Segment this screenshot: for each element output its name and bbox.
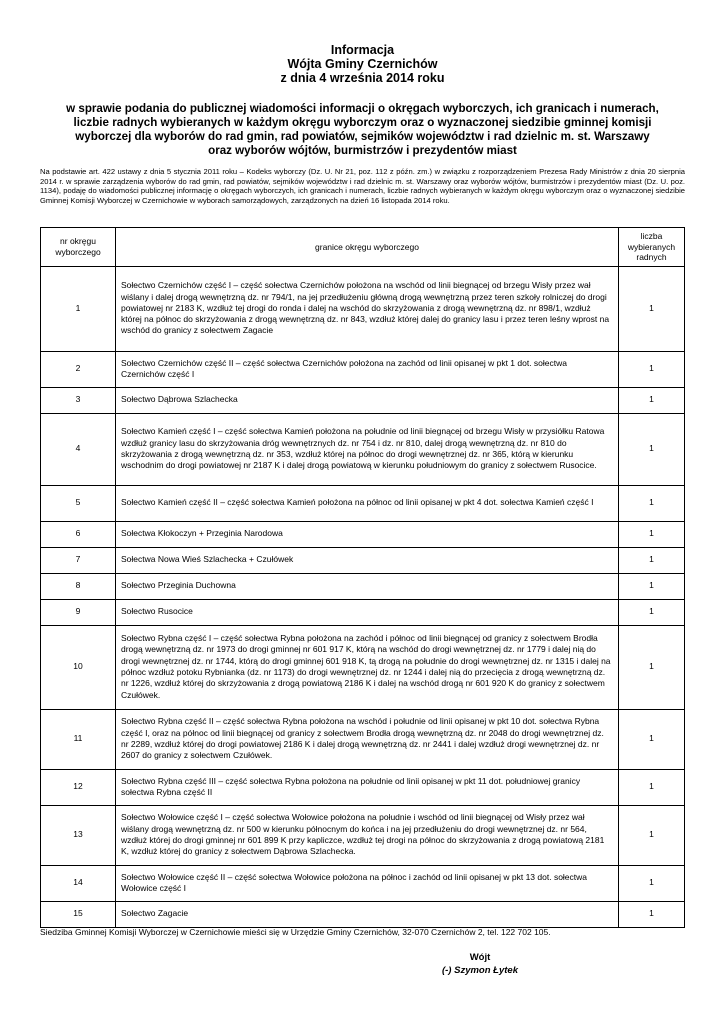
table-row (41, 485, 685, 521)
district-number: 2 (41, 351, 116, 387)
district-boundaries: Sołectwo Przeginia Duchowna (116, 573, 619, 599)
table-row (41, 709, 685, 769)
councillors-count: 1 (619, 573, 685, 599)
title-line-3: z dnia 4 września 2014 roku (280, 71, 445, 85)
table-row (41, 266, 685, 351)
table-row (41, 547, 685, 573)
district-boundaries: Sołectwo Czernichów część I – część sołectwa Czernichów położona na wschód od linii biegnącej od brzegu Wisły przez wał wiślany i dalej drogą wewnętrzną dz. nr 794/1, na jej przedłużeniu główną drogą wewnętrzną przez teren szkoły rolniczej do drogi powiatowej nr 2183 K, wzdłuż tej drogi do ronda i dalej na wschód do skrzyżowania z drogą wewnętrzną dz. nr 898/1, wzdłuż której na północ do skrzyżowania z drogą wewnętrzną dz. nr 843, wzdłuż której dalej do granicy lasu i przez teren leśny wprost na wschód do granicy z sołectwem Zagacie (116, 266, 619, 351)
table-row (41, 351, 685, 387)
table-row (41, 387, 685, 413)
councillors-count: 1 (619, 413, 685, 485)
councillors-count: 1 (619, 485, 685, 521)
signature-name: (-) Szymon Łytek (441, 965, 518, 976)
document-title (0, 43, 725, 85)
header-district-number: nr okręgu wyborczego (41, 228, 116, 267)
district-number: 7 (41, 547, 116, 573)
district-boundaries: Sołectwo Rybna część III – część sołectwa Rybna położona na południe od linii opisanej w pkt 11 dot. południowej granicy sołectwa Rybna część II (116, 769, 619, 805)
councillors-count: 1 (619, 901, 685, 927)
table-row (41, 625, 685, 709)
district-number: 14 (41, 865, 116, 901)
district-number: 9 (41, 599, 116, 625)
table-header-row (41, 228, 685, 267)
table-row (41, 521, 685, 547)
districts-table (40, 227, 685, 928)
district-number: 12 (41, 769, 116, 805)
table-row (41, 769, 685, 805)
district-boundaries: Sołectwo Dąbrowa Szlachecka (116, 387, 619, 413)
district-boundaries: Sołectwa Nowa Wieś Szlachecka + Czułówek (116, 547, 619, 573)
district-boundaries: Sołectwa Kłokoczyn + Przeginia Narodowa (116, 521, 619, 547)
legal-basis-paragraph: Na podstawie art. 422 ustawy z dnia 5 stycznia 2011 roku – Kodeks wyborczy (Dz. U. Nr 21, poz. 112 z późn. zm.) w związku z rozporządzeniem Prezesa Rady Ministrów z dnia 20 sierpnia 2014 r. w sprawie zarządzenia wyborów do rad gmin, rad powiatów, sejmików województw i rad dzielnic m. st. Warszawy oraz wyborów wójtów, burmistrzów i prezydentów miast (Dz. U. poz. 1134), podaję do wiadomości publicznej informację o okręgach wyborczych, ich granicach i numerach, liczbie radnych wybieranych w każdym okręgu wyborczym oraz o wyznaczonej siedzibie Gminnej Komisji Wyborczej w Czernichowie w wyborach samorządowych, zarządzonych na dzień 16 listopada 2014 roku. (40, 167, 685, 205)
subject-line-2: liczbie radnych wybieranych w każdym okręgu wyborczym oraz o wyznaczonej siedzibie gminnej komisji (73, 116, 652, 129)
district-boundaries: Sołectwo Rybna część II – część sołectwa Rybna położona na wschód i południe od linii opisanej w pkt 10 dot. sołectwa Rybna część I, oraz na północ od linii biegnącej od granicy z sołectwem Brodła drogą wewnętrzną dz. nr 2048 do drogi wewnętrznej dz. nr 2289, wzdłuż której do drogi powiatowej 2186 K i dalej drogą wewnętrzną dz. nr 2441 i dalej wzdłuż drogi wewnętrznej dz. nr 2607 do granicy z sołectwem Czułówek. (116, 709, 619, 769)
councillors-count: 1 (619, 351, 685, 387)
district-boundaries: Sołectwo Czernichów część II – część sołectwa Czernichów położona na zachód od linii opisanej w pkt 1 dot. sołectwa Czernichów część I (116, 351, 619, 387)
district-boundaries: Sołectwo Rybna część I – część sołectwa Rybna położona na zachód i północ od linii biegnącej od granicy z sołectwem Brodła drogą wewnętrzną dz. nr 1973 do drogi gminnej nr 601 917 K, którą na wschód do drogi wewnętrznej dz. nr 1779 i dalej nią do drogi wewnętrznej dz. nr 1744, którą do drogi gminnej 601 918 K, tą drogą na południe do drogi wewnętrznej dz. nr 1315 i dalej na północ wzdłuż potoku Rybnianka (dz. nr 1173) do drogi wewnętrznej dz. nr 1244 i dalej nią do przecięcia z drogą wewnętrzną dz. nr 1226, wzdłuż której do skrzyżowania z drogą powiatową 2186 K i dalej na wschód drogą nr 601 920 K do granicy z sołectwem Czułówek. (116, 625, 619, 709)
councillors-count: 1 (619, 769, 685, 805)
councillors-count: 1 (619, 266, 685, 351)
subject-line-4: oraz wyborów wójtów, burmistrzów i prezydentów miast (208, 144, 517, 157)
councillors-count: 1 (619, 521, 685, 547)
district-number: 3 (41, 387, 116, 413)
district-boundaries: Sołectwo Rusocice (116, 599, 619, 625)
subject-line-3: wyborczej dla wyborów do rad gmin, rad powiatów, sejmików województw i rad dzielnic m. st. Warszawy (75, 130, 650, 143)
councillors-count: 1 (619, 805, 685, 865)
document-subject (40, 102, 685, 158)
councillors-count: 1 (619, 547, 685, 573)
table-row (41, 901, 685, 927)
district-boundaries: Sołectwo Kamień część II – część sołectwa Kamień położona na północ od linii opisanej w pkt 4 dot. sołectwa Kamień część I (116, 485, 619, 521)
title-line-1: Informacja (330, 43, 395, 57)
district-number: 1 (41, 266, 116, 351)
header-councillors-count: liczba wybieranych radnych (619, 228, 685, 267)
councillors-count: 1 (619, 709, 685, 769)
district-number: 5 (41, 485, 116, 521)
district-number: 11 (41, 709, 116, 769)
table-row (41, 805, 685, 865)
signature-block (400, 951, 560, 977)
signature-title: Wójt (469, 952, 491, 963)
district-number: 8 (41, 573, 116, 599)
district-number: 6 (41, 521, 116, 547)
councillors-count: 1 (619, 387, 685, 413)
table-row (41, 865, 685, 901)
district-boundaries: Sołectwo Zagacie (116, 901, 619, 927)
table-row (41, 599, 685, 625)
commission-seat-note: Siedziba Gminnej Komisji Wyborczej w Czernichowie mieści się w Urzędzie Gminy Czernichów, 32-070 Czernichów 2, tel. 122 702 105. (40, 927, 551, 937)
district-boundaries: Sołectwo Wołowice część II – część sołectwa Wołowice położona na północ i zachód od linii opisanej w pkt 13 dot. sołectwa Wołowice część I (116, 865, 619, 901)
councillors-count: 1 (619, 625, 685, 709)
table-row (41, 413, 685, 485)
district-number: 15 (41, 901, 116, 927)
councillors-count: 1 (619, 599, 685, 625)
district-boundaries: Sołectwo Wołowice część I – część sołectwa Wołowice położona na południe i wschód od linii biegnącej od Wisły przez wał wiślany drogą wewnętrzną dz. nr 500 w kierunku północnym do końca i na jej przedłużeniu do drogi wewnętrznej dz. nr 564, wzdłuż której do drogi gminnej nr 601 899 K przy kapliczce, wzdłuż tej drogi na północ do skrzyżowania z drogą powiatową 2181 K, wzdłuż której do granicy z sołectwem Dąbrowa Szlachecka. (116, 805, 619, 865)
councillors-count: 1 (619, 865, 685, 901)
district-number: 10 (41, 625, 116, 709)
district-number: 13 (41, 805, 116, 865)
district-boundaries: Sołectwo Kamień część I – część sołectwa Kamień położona na południe od linii biegnącej od brzegu Wisły w przysiółku Ratowa wzdłuż granicy lasu do skrzyżowania dróg wewnętrznych dz. nr 754 i dz. nr 810, dalej drogą wewnętrzną dz. nr 810 do skrzyżowania z drogą wewnętrzną dz. nr 353, wzdłuż której na północ do drogi wewnętrznej dz. nr 365, którą w kierunku wschodnim do drogi powiatowej nr 2187 K i dalej drogą powiatową w kierunku południowym do granicy z sołectwem Rusocice. (116, 413, 619, 485)
subject-line-1: w sprawie podania do publicznej wiadomości informacji o okręgach wyborczych, ich granicach i numerach, (66, 102, 659, 115)
title-line-2: Wójta Gminy Czernichów (287, 57, 438, 71)
district-number: 4 (41, 413, 116, 485)
header-district-boundaries: granice okręgu wyborczego (116, 228, 619, 267)
table-row (41, 573, 685, 599)
